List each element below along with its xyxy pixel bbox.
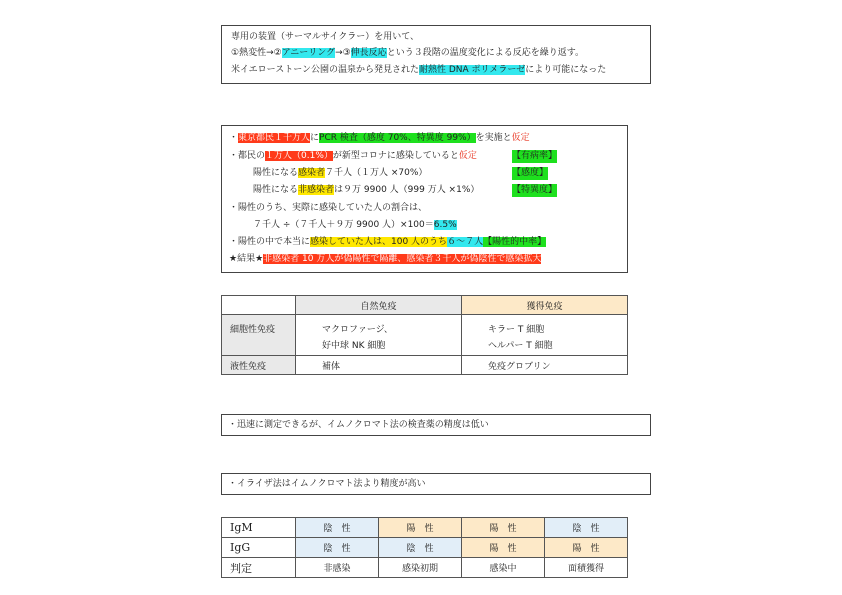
text: に (310, 133, 320, 143)
igm-cell: 陰 性 (296, 518, 379, 538)
igm-cell: 陽 性 (462, 518, 545, 538)
non-infected-label: 非感染者 (298, 185, 335, 195)
intro-line-1: 専用の装置（サーマルサイクラー）を用いて、 (231, 32, 420, 42)
antibody-table (221, 517, 628, 578)
macrophage: マクロファージ、 (322, 325, 393, 335)
assumption: 仮定 (511, 133, 530, 143)
text: は９万 9900 人（999 万人 ×1%） (334, 185, 480, 195)
killer-t-cell: キラー T 細胞 (488, 325, 545, 335)
result-label: ★結果★ (229, 254, 264, 264)
tag-prevalence: 【有病率】 (512, 151, 558, 161)
judgment-cell: 感染中 (462, 558, 545, 578)
humoral-acquired-cell: 免疫グロブリン (462, 356, 628, 375)
table-row (222, 558, 628, 578)
intro-line-3-head: 米イエローストーン公園の温泉から発見された (231, 65, 420, 75)
tag-ppv: 【陽性的中率】 (483, 237, 547, 247)
pcr-line-3 (253, 167, 427, 180)
igg-label: IgG (222, 538, 296, 558)
pcr-line-5: ・陽性のうち、実際に感染していた人の割合は、 (229, 203, 428, 213)
result-text: 非感染者 10 万人が偽陽性で隔離、感染者３千人が偽陰性で感染拡大 (263, 254, 542, 264)
text: が新型コロナに感染していると (332, 151, 459, 161)
intro-polymerase: 耐熱性 DNA ポリメラーゼ (419, 65, 526, 75)
cellular-acquired-cell (462, 315, 628, 356)
note-immunochromatography (221, 414, 651, 436)
pcr-line-6 (253, 219, 457, 232)
neutrophil-nk: 好中球 NK 細胞 (322, 341, 386, 351)
corner-cell (222, 296, 296, 315)
assumption: 仮定 (458, 151, 477, 161)
judgment-cell: 面積獲得 (545, 558, 628, 578)
igg-cell: 陽 性 (462, 538, 545, 558)
text: 陽性になる (253, 185, 299, 195)
tag-sensitivity: 【感度】 (512, 168, 549, 178)
infected-count: １万人（0.1%） (265, 151, 333, 161)
text: ・都民の (229, 151, 266, 161)
tokyo-population: 東京都民１千万人 (238, 133, 311, 143)
pcr-line-8 (229, 253, 541, 266)
immune-table (221, 295, 628, 375)
igg-cell: 陰 性 (379, 538, 462, 558)
text: ７千人 ÷（７千人＋９万 9900 人）×100＝ (253, 220, 434, 230)
header-acquired-immunity: 獲得免疫 (462, 296, 628, 315)
pcr-intro-box (221, 25, 651, 84)
true-positive-count: ６～７人 (447, 237, 484, 247)
note-1-text: ・迅速に測定できるが、イムノクロマト法の検査薬の精度は低い (228, 420, 489, 430)
ppv-result: 6.5% (433, 220, 457, 230)
infected-label: 感染者 (298, 168, 326, 178)
text: 陽性になる (253, 168, 299, 178)
text: を実施と (475, 133, 512, 143)
judgment-cell: 感染初期 (379, 558, 462, 578)
intro-step-1: ①熱変性→② (231, 48, 282, 58)
tag-specificity: 【特異度】 (512, 185, 558, 195)
row-humoral-immunity: 液性免疫 (222, 356, 296, 375)
humoral-natural-cell: 補体 (296, 356, 462, 375)
igg-cell: 陰 性 (296, 538, 379, 558)
true-positive-text: 感染していた人は、100 人のうち (310, 237, 448, 247)
bullet: ・ (229, 133, 239, 143)
pcr-line-4 (253, 184, 479, 197)
intro-line-3-tail: により可能になった (525, 65, 607, 75)
header-natural-immunity: 自然免疫 (296, 296, 462, 315)
igm-cell: 陰 性 (545, 518, 628, 538)
table-row (222, 538, 628, 558)
pcr-line-1 (229, 132, 530, 145)
cellular-natural-cell (296, 315, 462, 356)
intro-line-3 (231, 64, 606, 77)
table-row (222, 518, 628, 538)
pcr-example-box (221, 125, 628, 273)
intro-annealing: アニーリング (281, 48, 336, 58)
note-elisa (221, 473, 651, 495)
intro-line-2-tail: という３段階の温度変化による反応を繰り返す。 (386, 48, 584, 58)
intro-line-2 (231, 47, 584, 60)
intro-arrow: →③ (335, 48, 351, 58)
judgment-label: 判定 (222, 558, 296, 578)
text: ・陽性の中で本当に (229, 237, 311, 247)
pcr-test-spec: PCR 検査（感度 70%、特異度 99%） (319, 133, 476, 143)
igm-label: IgM (222, 518, 296, 538)
note-2-text: ・イライザ法はイムノクロマト法より精度が高い (228, 479, 426, 489)
row-cellular-immunity: 細胞性免疫 (222, 315, 296, 356)
pcr-line-2 (229, 150, 477, 163)
igm-cell: 陽 性 (379, 518, 462, 538)
intro-extension: 伸長反応 (350, 48, 387, 58)
helper-t-cell: ヘルパー T 細胞 (488, 341, 553, 351)
judgment-cell: 非感染 (296, 558, 379, 578)
pcr-line-7 (229, 236, 546, 249)
text: ７千人（１万人 ×70%） (325, 168, 428, 178)
igg-cell: 陽 性 (545, 538, 628, 558)
